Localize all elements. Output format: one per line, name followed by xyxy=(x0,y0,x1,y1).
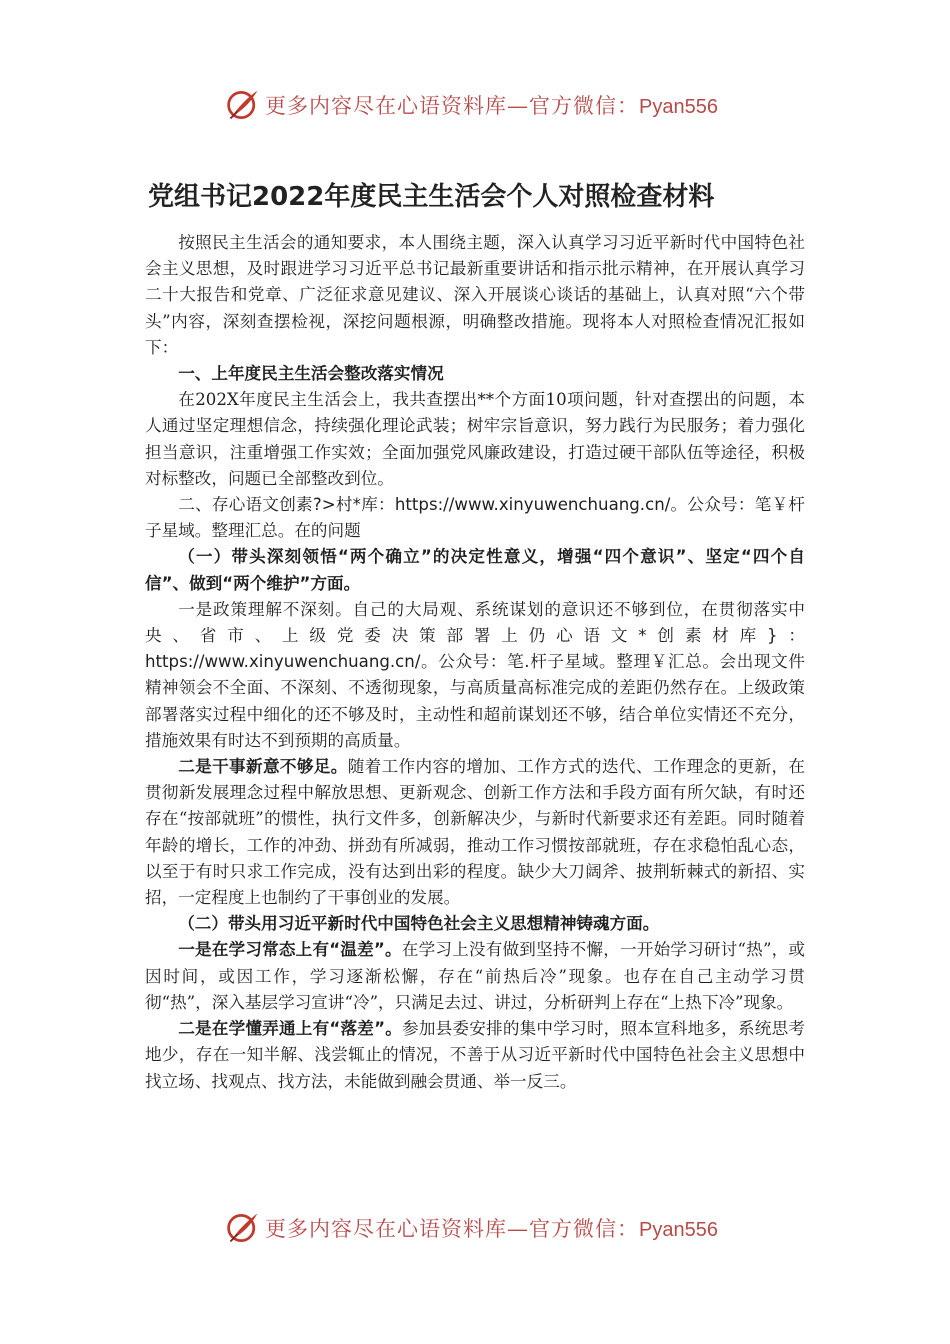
footer-wechat-id: Pyan556 xyxy=(639,1219,718,1241)
section2-heading: 二、存心语文创素?>村*库：https://www.xinyuwenchuang.cn/。公众号：笔￥杆子星域。整理汇总。在的问题 xyxy=(145,495,805,541)
sub1-paragraph-2 xyxy=(145,754,805,911)
intro-paragraph: 按照民主生活会的通知要求，本人围绕主题，深入认真学习习近平新时代中国特色社会主义思想，及时跟进学习习近平总书记最新重要讲话和指示批示精神，在开展认真学习二十大报告和党章、广泛征求意见建议、深入开展谈心谈话的基础上，认真对照“六个带头”内容，深刻查摆检视，深挖问题根源，明确整改措施。现将本人对照检查情况汇报如下： xyxy=(145,233,805,357)
quill-logo-icon xyxy=(225,1210,261,1246)
sub1-paragraph-1: 一是政策理解不深刻。自己的大局观、系统谋划的意识还不够到位，在贯彻落实中央、省市、上级党委决策部署上仍心语文*创素材库}：https://www.xinyuwenchuang.cn/。公众号：笔.杆子星域。整理￥汇总。会出现文件精神领会不全面、不深刻、不透彻现象，与高质量高标准完成的差距仍然存在。上级政策部署落实过程中细化的还不够及时，主动性和超前谋划还不够，结合单位实情还不充分，措施效果有时达不到预期的高质量。 xyxy=(145,599,805,750)
document-body xyxy=(145,230,805,1095)
sub2-heading: （二）带头用习近平新时代中国特色社会主义思想精神铸魂方面。 xyxy=(178,914,660,934)
footer-banner-text: 更多内容尽在心语资料库—官方微信：Pyan556 xyxy=(265,1217,718,1241)
sub1-p2-lead: 二是干事新意不够足。 xyxy=(178,757,348,777)
footer-banner xyxy=(0,1208,950,1248)
sub2-paragraph-1 xyxy=(145,937,805,1016)
section1-paragraph: 在202X年度民主生活会上，我共查摆出**个方面10项问题，针对查摆出的问题，本人通过坚定理想信念，持续强化理论武装；树牢宗旨意识，努力践行为民服务；着力强化担当意识，注重增强工作实效；全面加强党风廉政建设，打造过硬干部队伍等途径，积极对标整改，问题已全部整改到位。 xyxy=(145,390,805,488)
document-title: 党组书记2022年度民主生活会个人对照检查材料 xyxy=(148,182,715,212)
header-banner-text: 更多内容尽在心语资料库—官方微信：Pyan556 xyxy=(265,94,718,118)
sub1-p2-body: 随着工作内容的增加、工作方式的迭代、工作理念的更新，在贯彻新发展理念过程中解放思想、更新观念、创新工作方法和手段方面有所欠缺，有时还存在“按部就班”的惯性，执行文件多，创新解决少，与新时代新要求还有差距。同时随着年龄的增长，工作的冲劲、拼劲有所减弱，推动工作习惯按部就班，存在求稳怕乱心态，以至于有时只求工作完成，没有达到出彩的程度。缺少大刀阔斧、披荆斩棘式的新招、实招，一定程度上也制约了干事创业的发展。 xyxy=(145,757,806,908)
sub2-p1-body: 在学习上没有做到坚持不懈，一开始学习研讨“热”，或因时间，或因工作，学习逐渐松懈，存在“前热后冷”现象。也存在自己主动学习贯彻“热”，深入基层学习宣讲“冷”，只满足去过、讲过，分析研判上存在“上热下冷”现象。 xyxy=(145,940,805,1012)
sub2-paragraph-2 xyxy=(145,1016,805,1095)
sub2-p2-body: 参加县委安排的集中学习时，照本宣科地多，系统思考地少，存在一知半解、浅尝辄止的情况，不善于从习近平新时代中国特色社会主义思想中找立场、找观点、找方法，未能做到融会贯通、举一反三。 xyxy=(145,1019,806,1091)
quill-logo-icon xyxy=(225,87,261,123)
header-wechat-id: Pyan556 xyxy=(639,96,718,118)
sub2-p1-lead: 一是在学习常态上有“温差”。 xyxy=(178,940,402,960)
header-banner xyxy=(0,85,950,125)
section1-heading: 一、上年度民主生活会整改落实情况 xyxy=(178,364,444,384)
sub2-p2-lead: 二是在学懂弄通上有“落差”。 xyxy=(178,1019,403,1039)
sub1-heading: （一）带头深刻领悟“两个确立”的决定性意义，增强“四个意识”、坚定“四个自信”、做到“两个维护”方面。 xyxy=(145,547,805,593)
